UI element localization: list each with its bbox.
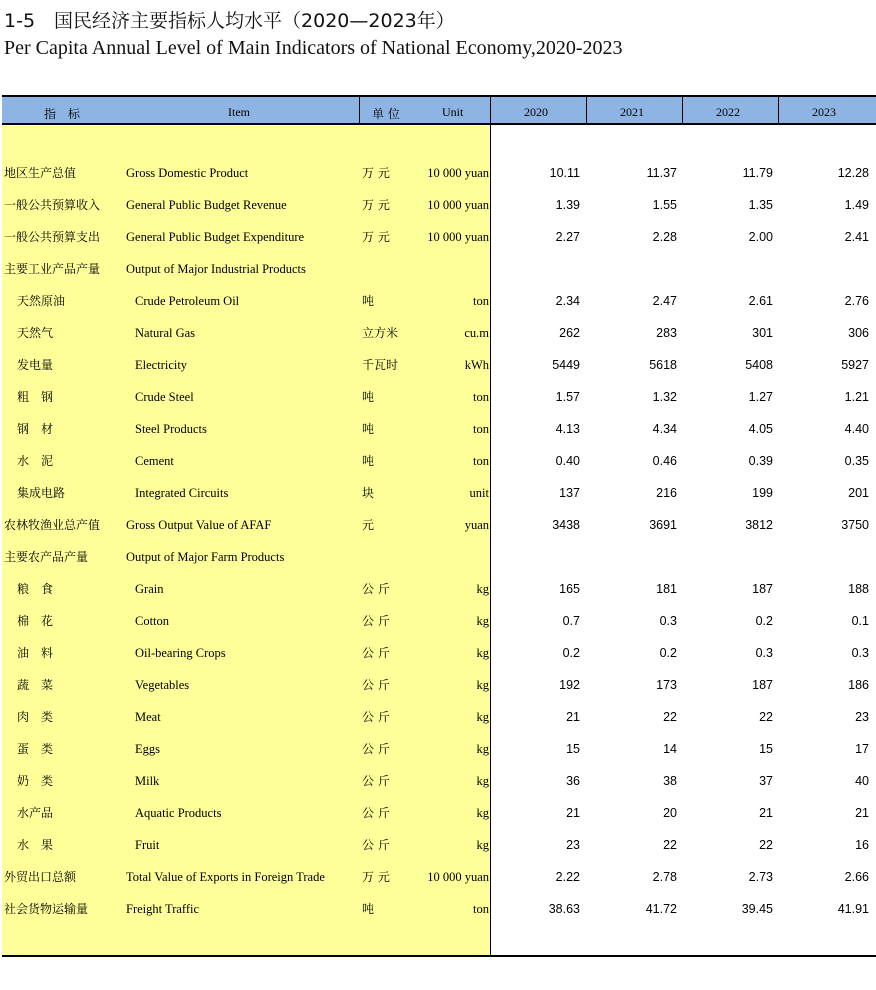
table-row (0, 605, 876, 637)
table-row (0, 637, 876, 669)
header-year-2023: 2023 (812, 105, 836, 119)
table-row (0, 669, 876, 701)
header-item: Item (228, 105, 250, 119)
row-unit-zh: 吨 (362, 454, 375, 468)
row-value-2020: 1.57 (555, 390, 580, 404)
row-value-2021: 0.2 (659, 646, 677, 660)
row-value-2020: 0.7 (562, 614, 580, 628)
row-value-2021: 4.34 (652, 422, 677, 436)
row-label-zh: 蛋 类 (17, 742, 54, 756)
row-value-2021: 2.47 (652, 294, 677, 308)
header-year-2022: 2022 (716, 105, 740, 119)
table-row (0, 733, 876, 765)
row-value-2023: 17 (855, 742, 869, 756)
row-label-zh: 水产品 (17, 806, 54, 820)
row-value-2021: 0.46 (652, 454, 677, 468)
row-value-2022: 187 (752, 582, 773, 596)
table-row (0, 445, 876, 477)
header-indicator-zh: 指 标 (44, 107, 81, 121)
table-row (0, 157, 876, 189)
table-row (0, 573, 876, 605)
row-label-zh: 水 泥 (17, 454, 54, 468)
row-value-2023: 1.21 (844, 390, 869, 404)
row-value-2020: 36 (566, 774, 580, 788)
row-value-2022: 3812 (745, 518, 773, 532)
row-label-zh: 发电量 (17, 358, 54, 372)
row-unit-zh: 公 斤 (362, 710, 390, 724)
row-value-2022: 1.27 (748, 390, 773, 404)
page-title-zh: 1-5 国民经济主要指标人均水平（2020—2023年） (4, 10, 455, 32)
row-value-2022: 22 (759, 710, 773, 724)
row-value-2020: 21 (566, 806, 580, 820)
row-label-zh: 农林牧渔业总产值 (4, 518, 101, 532)
row-label-en: Vegetables (135, 678, 190, 692)
row-value-2020: 21 (566, 710, 580, 724)
table-row (0, 381, 876, 413)
header-unit: Unit (442, 105, 464, 119)
row-value-2021: 3691 (649, 518, 677, 532)
row-label-en: Cotton (135, 614, 170, 628)
row-label-zh: 粗 钢 (17, 390, 54, 404)
row-unit-zh: 万 元 (362, 870, 390, 884)
row-label-en: Steel Products (135, 422, 207, 436)
row-unit-zh: 公 斤 (362, 646, 390, 660)
row-unit-zh: 万 元 (362, 230, 390, 244)
row-label-en: Crude Steel (135, 390, 194, 404)
row-unit-en: kg (476, 742, 489, 756)
row-label-zh: 棉 花 (17, 614, 54, 628)
row-value-2020: 10.11 (549, 166, 580, 180)
row-value-2021: 283 (656, 326, 677, 340)
row-value-2023: 1.49 (844, 198, 869, 212)
table-row (0, 797, 876, 829)
row-value-2020: 137 (559, 486, 580, 500)
row-value-2020: 165 (559, 582, 580, 596)
row-value-2023: 306 (848, 326, 869, 340)
row-value-2020: 5449 (552, 358, 580, 372)
row-label-zh: 水 果 (17, 838, 54, 852)
row-value-2020: 2.22 (555, 870, 580, 884)
row-value-2023: 4.40 (844, 422, 869, 436)
row-value-2022: 199 (752, 486, 773, 500)
row-unit-en: 10 000 yuan (427, 198, 489, 212)
table-row (0, 317, 876, 349)
row-label-zh: 社会货物运输量 (4, 902, 89, 916)
table-row (0, 829, 876, 861)
row-label-en: Output of Major Industrial Products (126, 262, 306, 276)
row-unit-zh: 吨 (362, 390, 375, 404)
row-value-2023: 3750 (841, 518, 869, 532)
row-label-en: Meat (135, 710, 161, 724)
row-value-2021: 216 (656, 486, 677, 500)
row-value-2020: 0.2 (562, 646, 580, 660)
row-label-en: Total Value of Exports in Foreign Trade (126, 870, 325, 884)
row-label-en: Output of Major Farm Products (126, 550, 285, 564)
row-label-en: Oil-bearing Crops (135, 646, 226, 660)
row-value-2022: 0.39 (748, 454, 773, 468)
row-label-zh: 集成电路 (17, 486, 66, 500)
table-row (0, 221, 876, 253)
row-label-zh: 一般公共预算支出 (4, 230, 101, 244)
row-label-zh: 主要农产品产量 (4, 550, 89, 564)
row-value-2020: 2.34 (555, 294, 580, 308)
row-value-2020: 192 (559, 678, 580, 692)
row-value-2023: 186 (848, 678, 869, 692)
row-label-zh: 钢 材 (17, 422, 54, 436)
row-value-2022: 37 (759, 774, 773, 788)
row-unit-en: 10 000 yuan (427, 870, 489, 884)
row-value-2021: 11.37 (646, 166, 677, 180)
row-unit-en: ton (473, 294, 489, 308)
table-row (0, 861, 876, 893)
row-value-2021: 41.72 (645, 902, 677, 916)
row-value-2021: 1.32 (652, 390, 677, 404)
row-unit-zh: 公 斤 (362, 742, 390, 756)
row-value-2022: 5408 (745, 358, 773, 372)
table-row (0, 253, 876, 285)
row-value-2021: 1.55 (652, 198, 677, 212)
table-row (0, 893, 876, 925)
row-value-2023: 5927 (841, 358, 869, 372)
header-year-2020: 2020 (524, 105, 548, 119)
row-unit-en: ton (473, 454, 489, 468)
row-value-2023: 23 (855, 710, 869, 724)
row-value-2022: 22 (759, 838, 773, 852)
row-label-zh: 一般公共预算收入 (4, 198, 101, 212)
row-unit-zh: 吨 (362, 294, 375, 308)
row-value-2023: 188 (848, 582, 869, 596)
header-divider (586, 97, 587, 123)
row-label-zh: 天然原油 (17, 294, 66, 308)
row-unit-en: kg (476, 806, 489, 820)
row-value-2021: 0.3 (659, 614, 677, 628)
row-value-2022: 4.05 (748, 422, 773, 436)
row-unit-zh: 公 斤 (362, 614, 390, 628)
row-unit-en: ton (473, 902, 489, 916)
row-label-zh: 外贸出口总额 (4, 870, 77, 884)
row-unit-en: unit (469, 486, 489, 500)
row-label-en: Crude Petroleum Oil (135, 294, 240, 308)
row-value-2020: 262 (559, 326, 580, 340)
row-value-2023: 2.76 (844, 294, 869, 308)
row-value-2023: 21 (855, 806, 869, 820)
row-label-en: Electricity (135, 358, 188, 372)
row-value-2020: 38.63 (548, 902, 580, 916)
row-value-2022: 187 (752, 678, 773, 692)
row-unit-en: kg (476, 710, 489, 724)
row-value-2023: 0.1 (851, 614, 869, 628)
row-value-2022: 39.45 (741, 902, 773, 916)
row-unit-zh: 公 斤 (362, 838, 390, 852)
table-row (0, 349, 876, 381)
row-value-2020: 1.39 (555, 198, 580, 212)
header-unit-zh: 单 位 (372, 107, 400, 121)
row-unit-en: 10 000 yuan (427, 230, 489, 244)
row-label-zh: 蔬 菜 (17, 678, 54, 692)
row-value-2021: 173 (656, 678, 677, 692)
row-value-2023: 16 (855, 838, 869, 852)
row-value-2021: 5618 (649, 358, 677, 372)
table-row (0, 189, 876, 221)
header-divider (359, 97, 360, 123)
row-unit-zh: 吨 (362, 902, 375, 916)
row-unit-en: yuan (464, 518, 489, 532)
row-value-2021: 20 (663, 806, 677, 820)
table-row (0, 413, 876, 445)
row-value-2022: 301 (752, 326, 773, 340)
row-label-zh: 奶 类 (17, 774, 54, 788)
row-label-zh: 粮 食 (17, 582, 54, 596)
row-value-2023: 2.66 (844, 870, 869, 884)
row-value-2023: 0.35 (844, 454, 869, 468)
row-unit-zh: 千瓦时 (362, 358, 399, 372)
row-value-2021: 2.28 (652, 230, 677, 244)
row-label-en: Aquatic Products (135, 806, 222, 820)
row-unit-zh: 元 (362, 518, 375, 532)
table-header (2, 95, 876, 125)
row-unit-zh: 公 斤 (362, 806, 390, 820)
row-unit-en: 10 000 yuan (427, 166, 489, 180)
row-value-2022: 11.79 (742, 166, 773, 180)
row-label-en: Gross Domestic Product (126, 166, 249, 180)
row-unit-en: ton (473, 422, 489, 436)
row-unit-zh: 吨 (362, 422, 375, 436)
table-row (0, 701, 876, 733)
row-label-zh: 肉 类 (17, 710, 54, 724)
row-label-zh: 天然气 (17, 326, 54, 340)
row-unit-zh: 公 斤 (362, 774, 390, 788)
row-value-2021: 14 (663, 742, 677, 756)
row-label-en: Milk (135, 774, 160, 788)
table-row (0, 477, 876, 509)
row-label-en: Eggs (135, 742, 160, 756)
row-unit-en: cu.m (464, 326, 489, 340)
row-unit-zh: 公 斤 (362, 678, 390, 692)
row-label-en: Freight Traffic (126, 902, 200, 916)
row-value-2020: 4.13 (555, 422, 580, 436)
row-value-2020: 15 (566, 742, 580, 756)
row-label-en: Fruit (135, 838, 160, 852)
table-row (0, 541, 876, 573)
table-row (0, 509, 876, 541)
row-label-zh: 主要工业产品产量 (4, 262, 101, 276)
row-value-2022: 2.61 (748, 294, 773, 308)
row-unit-en: kg (476, 614, 489, 628)
row-unit-en: kg (476, 646, 489, 660)
row-unit-zh: 块 (362, 486, 375, 500)
row-label-en: General Public Budget Expenditure (126, 230, 305, 244)
row-value-2023: 0.3 (851, 646, 869, 660)
row-unit-en: kg (476, 774, 489, 788)
row-label-en: Natural Gas (135, 326, 196, 340)
row-unit-en: kg (476, 838, 489, 852)
row-unit-zh: 万 元 (362, 198, 390, 212)
header-divider (778, 97, 779, 123)
row-unit-en: kg (476, 582, 489, 596)
row-label-zh: 地区生产总值 (4, 166, 77, 180)
row-value-2023: 12.28 (837, 166, 869, 180)
row-unit-zh: 万 元 (362, 166, 390, 180)
row-unit-zh: 公 斤 (362, 582, 390, 596)
row-value-2022: 21 (759, 806, 773, 820)
row-unit-en: ton (473, 390, 489, 404)
row-value-2021: 22 (663, 838, 677, 852)
row-value-2020: 2.27 (555, 230, 580, 244)
header-divider (682, 97, 683, 123)
row-label-en: General Public Budget Revenue (126, 198, 287, 212)
row-value-2022: 0.2 (755, 614, 773, 628)
row-label-en: Gross Output Value of AFAF (126, 518, 272, 532)
row-label-en: Integrated Circuits (135, 486, 229, 500)
page-title-en: Per Capita Annual Level of Main Indicators of National Economy,2020-2023 (4, 37, 623, 59)
row-value-2020: 23 (566, 838, 580, 852)
table-row (0, 285, 876, 317)
row-value-2020: 0.40 (555, 454, 580, 468)
row-value-2023: 40 (855, 774, 869, 788)
row-label-zh: 油 料 (17, 646, 54, 660)
table-bottom-rule (2, 955, 876, 957)
row-label-en: Cement (135, 454, 174, 468)
header-divider (490, 97, 491, 123)
row-value-2023: 2.41 (844, 230, 869, 244)
header-year-2021: 2021 (620, 105, 644, 119)
row-value-2022: 2.00 (748, 230, 773, 244)
row-unit-en: kg (476, 678, 489, 692)
row-value-2022: 1.35 (748, 198, 773, 212)
row-value-2020: 3438 (552, 518, 580, 532)
row-value-2021: 22 (663, 710, 677, 724)
row-unit-en: kWh (464, 358, 489, 372)
row-value-2022: 15 (759, 742, 773, 756)
row-label-en: Grain (135, 582, 164, 596)
row-value-2023: 201 (848, 486, 869, 500)
table-row (0, 765, 876, 797)
row-value-2022: 2.73 (748, 870, 773, 884)
row-value-2021: 2.78 (652, 870, 677, 884)
row-value-2021: 181 (656, 582, 677, 596)
row-value-2021: 38 (663, 774, 677, 788)
row-value-2022: 0.3 (755, 646, 773, 660)
row-unit-zh: 立方米 (362, 326, 399, 340)
row-value-2023: 41.91 (837, 902, 869, 916)
